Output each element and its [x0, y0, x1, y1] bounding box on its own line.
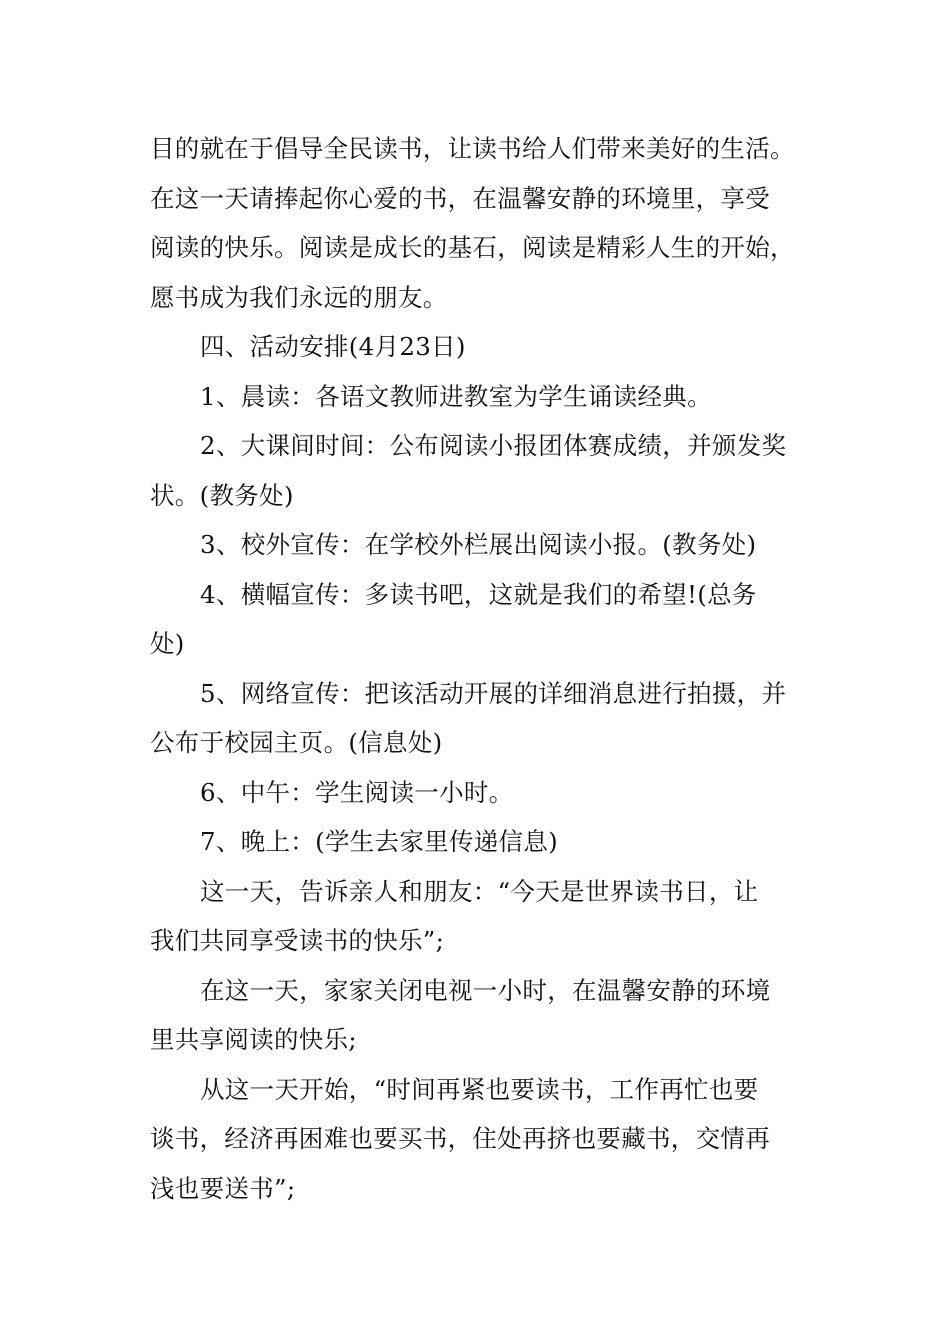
text-line: 愿书成为我们永远的朋友。 [150, 282, 448, 312]
text-line: 在这一天请捧起你心爱的书，在温馨安静的环境里，享受 [150, 183, 770, 213]
document-body [150, 124, 810, 1213]
text-line: 公布于校园主页。(信息处) [150, 728, 443, 757]
paragraph-start: 这一天，告诉亲人和朋友：“今天是世界读书日，让 [200, 876, 759, 906]
text-line: 状。(教务处) [150, 480, 294, 510]
list-item: 2、大课间时间：公布阅读小报团体赛成绩，并颁发奖 [200, 431, 787, 460]
list-item: 6、中午：学生阅读一小时。 [200, 777, 514, 807]
text-line: 浅也要送书”; [150, 1173, 296, 1203]
text-line: 处) [150, 629, 185, 658]
list-item: 7、晚上：(学生去家里传递信息) [200, 827, 559, 856]
text-line: 我们共同享受读书的快乐”; [150, 926, 445, 955]
text-line: 谈书，经济再困难也要买书，住处再挤也要藏书，交情再 [150, 1124, 770, 1153]
section-heading: 四、活动安排(4月23日) [200, 332, 466, 361]
list-item: 5、网络宣传：把该活动开展的详细消息进行拍摄，并 [200, 678, 787, 708]
list-item: 3、校外宣传：在学校外栏展出阅读小报。(教务处) [200, 530, 757, 559]
text-line: 里共享阅读的快乐; [150, 1025, 357, 1054]
text-line: 目的就在于倡导全民读书，让读书给人们带来美好的生活。 [150, 134, 795, 163]
list-item: 1、晨读：各语文教师进教室为学生诵读经典。 [200, 381, 712, 411]
text-line: 阅读的快乐。阅读是成长的基石，阅读是精彩人生的开始， [150, 233, 795, 262]
paragraph-start: 在这一天，家家关闭电视一小时，在温馨安静的环境 [200, 975, 771, 1005]
paragraph-start: 从这一天开始，“时间再紧也要读书，工作再忙也要 [200, 1074, 759, 1104]
list-item: 4、横幅宣传：多读书吧，这就是我们的希望!(总务 [200, 579, 757, 609]
